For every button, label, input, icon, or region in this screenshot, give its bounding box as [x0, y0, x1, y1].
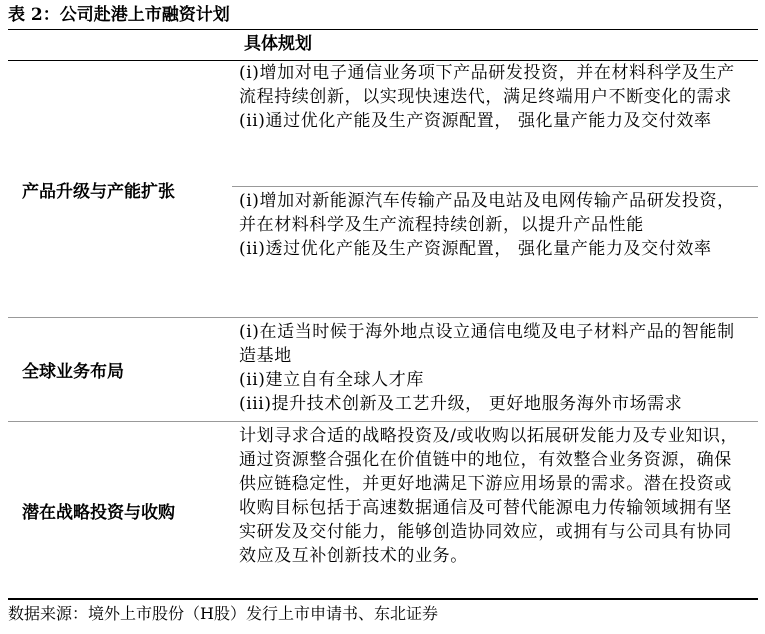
plan-item: (ii)通过优化产能及生产资源配置， 强化量产能力及交付效率 — [239, 111, 712, 131]
table-row-global-layout — [8, 318, 758, 422]
plan-item: (ii)透过优化产能及生产资源配置， 强化量产能力及交付效率 — [239, 239, 712, 259]
row-label-strategic-investment: 潜在战略投资与收购 — [22, 502, 175, 523]
table-row-strategic-investment — [8, 422, 758, 600]
plan-item: (ii)建立自有全球人才库 — [239, 370, 424, 390]
data-source-note: 数据来源：境外上市股份（H股）发行上市申请书、东北证券 — [8, 604, 438, 623]
product-upgrade-block-1 — [239, 61, 747, 133]
column-header-plan: 具体规划 — [244, 34, 312, 54]
global-layout-content — [239, 320, 747, 416]
row-label-product-upgrade: 产品升级与产能扩张 — [22, 181, 175, 202]
row-label-global-layout: 全球业务布局 — [22, 362, 124, 382]
table-row-product-upgrade — [8, 61, 758, 318]
plan-item: (i)增加对新能源汽车传输产品及电站及电网传输产品研发投资，并在材料科学及生产流程持续创新，以提升产品性能 — [239, 191, 735, 235]
table-title: 表 2：公司赴港上市融资计划 — [8, 3, 758, 30]
plan-text: 计划寻求合适的战略投资及/或收购以拓展研发能力及专业知识，通过资源整合强化在价值链中的地位，有效整合业务资源，确保供应链稳定性，并更好地满足下游应用场景的需求。潜在投资或收购目标包括于高速数据通信及可替代能源电力传输领域拥有坚实研发及交付能力，能够创造协同效应，或拥有与公司具有协同效应及互补创新技术的业务。 — [239, 426, 739, 566]
product-upgrade-block-2 — [239, 189, 747, 261]
plan-item: (i)在适当时候于海外地点设立通信电缆及电子材料产品的智能制造基地 — [239, 322, 735, 366]
block-divider — [232, 186, 758, 187]
table-header — [8, 30, 758, 61]
plan-item: (i)增加对电子通信业务项下产品研发投资，并在材料科学及生产流程持续创新，以实现快速迭代，满足终端用户不断变化的需求 — [239, 63, 735, 107]
strategic-investment-content — [239, 424, 747, 568]
plan-item: (iii)提升技术创新及工艺升级， 更好地服务海外市场需求 — [239, 394, 683, 414]
